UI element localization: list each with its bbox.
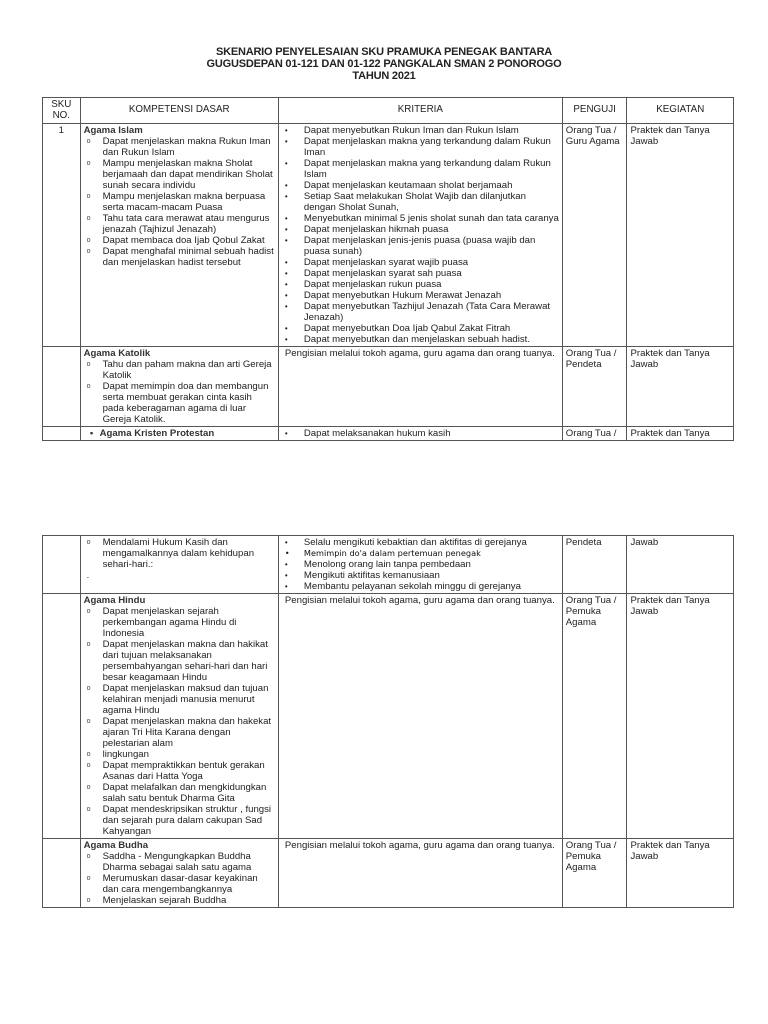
- list-item: • Dapat menyebutkan Rukun Iman dan Rukun Islam: [282, 125, 559, 136]
- religion-heading: Agama Budha: [83, 840, 149, 851]
- list-item: • Dapat menjelaskan makna yang terkandung dalam Rukun Islam: [282, 158, 559, 180]
- kriteria-cell: [278, 536, 562, 594]
- penguji-cell: Orang Tua / Pemuka Agama: [562, 839, 627, 908]
- list-item: • Dapat menyebutkan Doa Ijab Qabul Zakat Fitrah: [282, 323, 559, 334]
- list-item: • Dapat menjelaskan makna yang terkandung dalam Rukun Iman: [282, 136, 559, 158]
- title-line-3: TAHUN 2021: [352, 70, 416, 82]
- list-item: • Mengikuti aktifitas kemanusiaan: [282, 570, 559, 581]
- kompetensi-list: [84, 606, 275, 837]
- list-item: • Dapat menyebutkan Hukum Merawat Jenazah: [282, 290, 559, 301]
- penguji-cell: Orang Tua /: [562, 427, 627, 441]
- list-item: • Dapat melaksanakan hukum kasih: [282, 428, 559, 439]
- list-item: • Dapat menyebutkan dan menjelaskan sebuah hadist.: [282, 334, 559, 345]
- list-item: .: [86, 570, 90, 581]
- list-item: o Tahu dan paham makna dan arti Gereja Katolik: [84, 359, 275, 381]
- kriteria-cell: [278, 594, 562, 839]
- list-item: • Dapat menyebutkan Tazhijul Jenazah (Tata Cara Merawat Jenazah): [282, 301, 559, 323]
- list-item: o Dapat menjelaskan maksud dan tujuan kelahiran menjadi manusia menurut agama Hindu: [84, 683, 275, 716]
- religion-heading: Agama Katolik: [83, 348, 151, 359]
- row-number: [43, 536, 81, 594]
- kegiatan-cell: Praktek dan Tanya: [627, 427, 734, 441]
- kriteria-list: [282, 125, 559, 345]
- column-header-kriteria: KRITERIA: [278, 98, 562, 124]
- row-number: [43, 427, 81, 441]
- list-item: o Tahu tata cara merawat atau mengurus jenazah (Tajhizul Jenazah): [84, 213, 275, 235]
- column-header-no: SKU NO.: [43, 98, 81, 124]
- list-item: • Dapat menjelaskan keutamaan sholat berjamaah: [282, 180, 559, 191]
- kriteria-text: Pengisian melalui tokoh agama, guru agama dan orang tuanya.: [284, 348, 555, 359]
- list-item: o Menjelaskan sejarah Buddha: [84, 895, 275, 906]
- kompetensi-cell: [80, 536, 278, 594]
- list-item: o Dapat menjelaskan makna Rukun Iman dan Rukun Islam: [84, 136, 275, 158]
- list-item: o Dapat memimpin doa dan membangun serta membuat gerakan cinta kasih pada keberagaman agama di luar Gereja Katolik.: [84, 381, 275, 425]
- document-title: [0, 46, 768, 82]
- table-row-kristen-continued: [43, 536, 734, 594]
- list-item: o Saddha - Mengungkapkan Buddha Dharma sebagai salah satu agama: [84, 851, 275, 873]
- table-row-islam: [43, 124, 734, 347]
- kegiatan-cell: Praktek dan Tanya Jawab: [627, 839, 734, 908]
- penguji-cell: Pendeta: [562, 536, 627, 594]
- list-item: o Dapat menjelaskan makna dan hakekat ajaran Tri Hita Karana dengan pelestarian alam: [84, 716, 275, 749]
- kompetensi-cell: [80, 347, 278, 427]
- kriteria-cell: [278, 347, 562, 427]
- list-item: o lingkungan: [84, 749, 275, 760]
- penguji-cell: Orang Tua / Pendeta: [562, 347, 627, 427]
- kegiatan-cell: Praktek dan Tanya Jawab: [627, 124, 734, 347]
- list-item: o Merumuskan dasar-dasar keyakinan dan cara mengembangkannya: [84, 873, 275, 895]
- list-item: • Dapat menjelaskan rukun puasa: [282, 279, 559, 290]
- kompetensi-cell: [80, 427, 278, 441]
- kriteria-cell: [278, 839, 562, 908]
- penguji-cell: Orang Tua / Pemuka Agama: [562, 594, 627, 839]
- row-number: [43, 347, 81, 427]
- kriteria-list: [282, 537, 559, 592]
- list-item: • Dapat menjelaskan syarat sah puasa: [282, 268, 559, 279]
- list-item: • Selalu mengikuti kebaktian dan aktifitas di gerejanya: [282, 537, 559, 548]
- list-item: o Dapat melafalkan dan mengkidungkan salah satu bentuk Dharma Gita: [84, 782, 275, 804]
- table-row-katolik: [43, 347, 734, 427]
- religion-heading: Agama Islam: [83, 125, 143, 136]
- row-number: 1: [43, 124, 81, 347]
- column-header-kegiatan: KEGIATAN: [627, 98, 734, 124]
- kompetensi-list: [84, 359, 275, 425]
- list-item: o Dapat mendeskripsikan struktur , fungsi dan sejarah pura dalam cakupan Sad Kahyangan: [84, 804, 275, 837]
- list-item: o Dapat membaca doa Ijab Qobul Zakat: [84, 235, 275, 246]
- list-item: • Dapat menjelaskan hikmah puasa: [282, 224, 559, 235]
- kegiatan-cell: Jawab: [627, 536, 734, 594]
- list-item: o Dapat mempraktikkan bentuk gerakan Asanas dari Hatta Yoga: [84, 760, 275, 782]
- kegiatan-cell: Praktek dan Tanya Jawab: [627, 594, 734, 839]
- kegiatan-cell: Praktek dan Tanya Jawab: [627, 347, 734, 427]
- kriteria-text: Pengisian melalui tokoh agama, guru agama dan orang tuanya.: [284, 595, 555, 606]
- list-item: o Mendalami Hukum Kasih dan mengamalkannya dalam kehidupan sehari-hari.:: [84, 537, 275, 570]
- table-header-row: [43, 98, 734, 124]
- list-item: • Memimpin do'a dalam pertemuan penegak: [282, 548, 559, 559]
- penguji-cell: Orang Tua / Guru Agama: [562, 124, 627, 347]
- list-item: o Mampu menjelaskan makna berpuasa serta macam-macam Puasa: [84, 191, 275, 213]
- list-item: • Membantu pelayanan sekolah minggu di gerejanya: [282, 581, 559, 592]
- kompetensi-list: [84, 136, 275, 268]
- list-item: o Dapat menghafal minimal sebuah hadist dan menjelaskan hadist tersebut: [84, 246, 275, 268]
- list-item: • Dapat menjelaskan jenis-jenis puasa (puasa wajib dan puasa sunah): [282, 235, 559, 257]
- sku-table-page-2: [42, 535, 734, 908]
- list-item: o Dapat menjelaskan makna dan hakikat dari tujuan melaksanakan persembahyangan sehari-hari dan hari besar keagamaan Hindu: [84, 639, 275, 683]
- list-item: o Mampu menjelaskan makna Sholat berjamaah dan dapat mendirikan Sholat sunah secara individu: [84, 158, 275, 191]
- column-header-kompetensi: KOMPETENSI DASAR: [80, 98, 278, 124]
- table-row-kristen: [43, 427, 734, 441]
- column-header-penguji: PENGUJI: [562, 98, 627, 124]
- kompetensi-cell: [80, 594, 278, 839]
- title-line-2: GUGUSDEPAN 01-121 DAN 01-122 PANGKALAN SMAN 2 PONOROGO: [206, 58, 562, 70]
- kompetensi-list: [84, 851, 275, 906]
- kriteria-cell: [278, 427, 562, 441]
- kompetensi-cell: [80, 839, 278, 908]
- row-number: [43, 594, 81, 839]
- list-item: • Menolong orang lain tanpa pembedaan: [282, 559, 559, 570]
- list-item: • Setiap Saat melakukan Sholat Wajib dan dilanjutkan dengan Sholat Sunah,: [282, 191, 559, 213]
- row-number: [43, 839, 81, 908]
- sku-table-page-1: [42, 97, 734, 441]
- title-line-1: SKENARIO PENYELESAIAN SKU PRAMUKA PENEGAK BANTARA: [215, 46, 553, 58]
- religion-heading: Agama Hindu: [83, 595, 146, 606]
- religion-heading: • Agama Kristen Protestan: [84, 428, 275, 439]
- kriteria-list: [282, 428, 559, 439]
- table-row-hindu: [43, 594, 734, 839]
- list-item: o Dapat menjelaskan sejarah perkembangan agama Hindu di Indonesia: [84, 606, 275, 639]
- kriteria-cell: [278, 124, 562, 347]
- table-row-budha: [43, 839, 734, 908]
- kriteria-text: Pengisian melalui tokoh agama, guru agama dan orang tuanya.: [284, 840, 555, 851]
- list-item: • Dapat menjelaskan syarat wajib puasa: [282, 257, 559, 268]
- list-item: • Menyebutkan minimal 5 jenis sholat sunah dan tata caranya: [282, 213, 559, 224]
- kompetensi-cell: [80, 124, 278, 347]
- kompetensi-list: [84, 537, 275, 581]
